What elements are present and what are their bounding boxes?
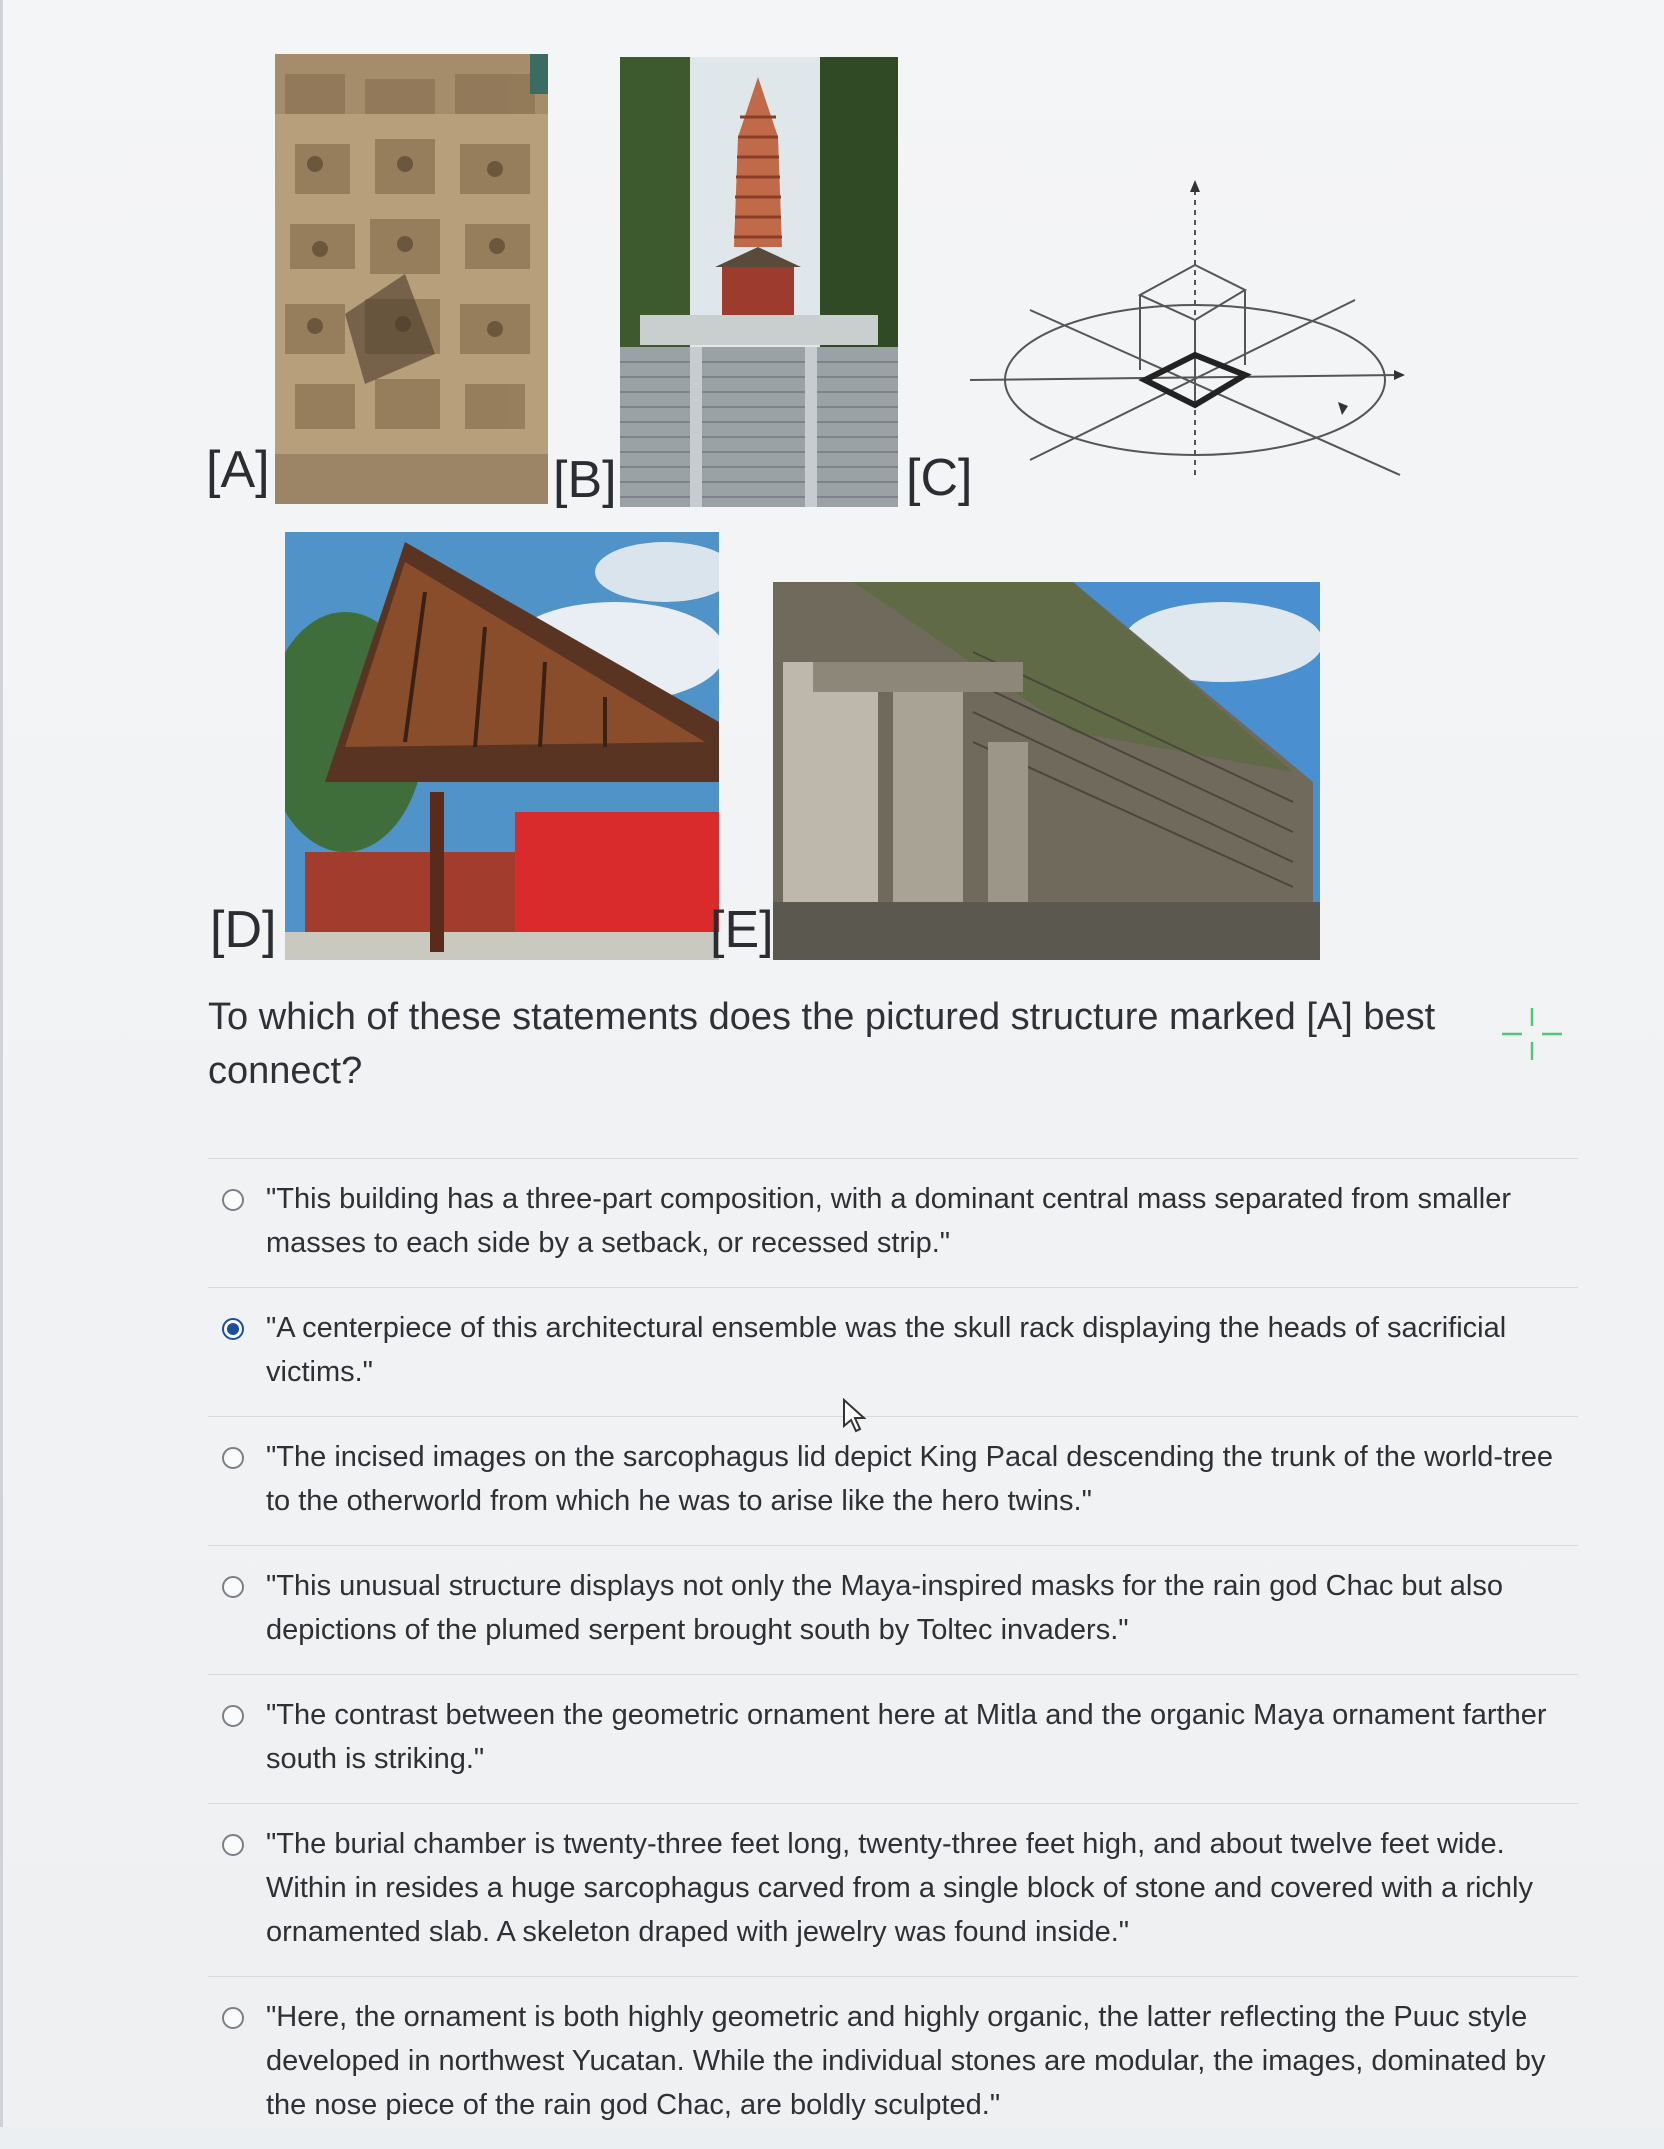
figure-a-label: [A] [206,441,270,499]
option-label: "The incised images on the sarcophagus lid depict King Pacal descending the trunk of the world-tree to the otherworld from which he was to arise like the hero twins." [266,1441,1554,1517]
option-label: "This building has a three-part composition, with a dominant central mass separated from smaller masses to each side by a setback, or recessed strip." [266,1183,1511,1259]
figure-c-label: [C] [906,449,973,507]
option-label: "Here, the ornament is both highly geometric and highly organic, the latter reflecting the Puuc style developed in northwest Yucatan. While the individual stones are modular, the images, dominated by the nose piece of the rain god Chac, are boldly sculpted." [266,2001,1546,2121]
option-5[interactable] [208,1674,1578,1803]
figure-a-photo [275,54,548,504]
option-2[interactable] [208,1287,1578,1416]
option-1[interactable] [208,1158,1578,1287]
radio-button[interactable] [222,1834,244,1856]
option-3[interactable] [208,1416,1578,1545]
figure-d-label: [D] [210,901,277,959]
option-label: "A centerpiece of this architectural ensemble was the skull rack displaying the heads of sacrificial victims." [266,1312,1507,1388]
option-7[interactable] [208,1976,1578,2149]
option-label: "The contrast between the geometric ornament here at Mitla and the organic Maya ornament farther south is striking." [266,1699,1547,1775]
figure-e-label: [E] [710,901,774,959]
figure-c-diagram [970,170,1410,500]
radio-button[interactable] [222,1576,244,1598]
figure-b-label: [B] [553,451,617,509]
radio-button[interactable] [222,1447,244,1469]
radio-button-selected[interactable] [222,1318,244,1340]
question-text: To which of these statements does the pictured structure marked [A] best connect? [208,996,1436,1092]
option-label: "This unusual structure displays not only the Maya-inspired masks for the rain god Chac but also depictions of the plumed serpent brought south by Toltec invaders." [266,1570,1503,1646]
radio-button[interactable] [222,2007,244,2029]
crosshair-icon [1500,1006,1564,1070]
figure-b-photo [620,57,898,507]
option-4[interactable] [208,1545,1578,1674]
option-label: "The burial chamber is twenty-three feet long, twenty-three feet high, and about twelve feet wide. Within in resides a huge sarcophagus carved from a single block of stone and covered with a richly ornamented slab. A skeleton draped with jewelry was found inside." [266,1828,1533,1948]
mouse-pointer-icon [842,1398,868,1434]
option-6[interactable] [208,1803,1578,1976]
figure-e-photo [773,582,1320,960]
figure-d-photo [285,532,719,960]
window-edge [0,0,3,2127]
radio-button[interactable] [222,1705,244,1727]
answer-options [208,1158,1578,2149]
radio-button[interactable] [222,1189,244,1211]
